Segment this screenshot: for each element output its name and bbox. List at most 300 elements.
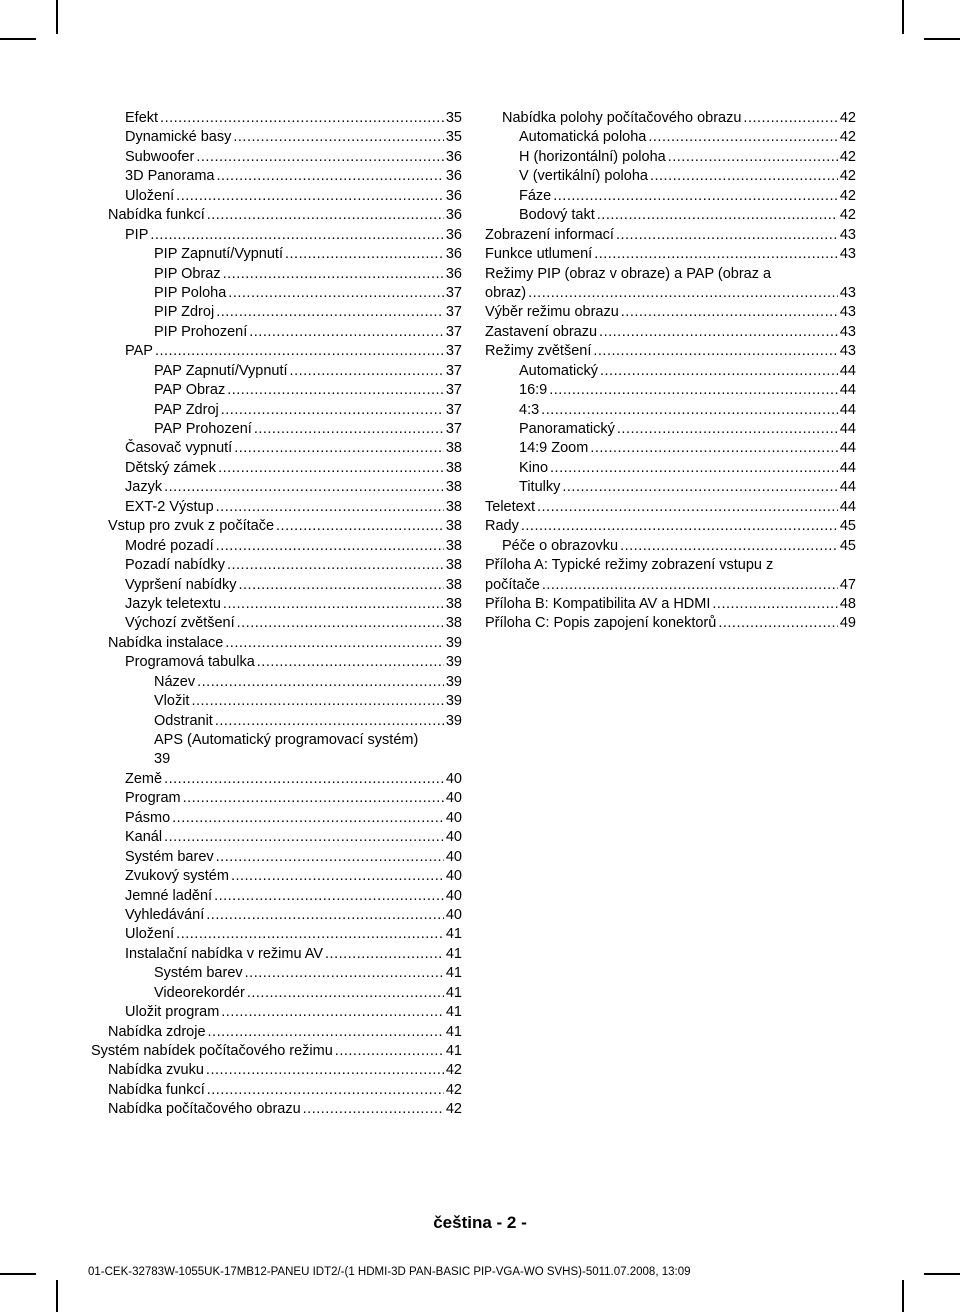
toc-leader-dots	[620, 537, 838, 556]
toc-entry	[91, 595, 462, 614]
toc-entry	[91, 167, 462, 186]
toc-entry	[91, 809, 462, 828]
toc-entry	[485, 614, 856, 633]
toc-leader-dots	[290, 362, 444, 381]
toc-entry-title: Systém barev	[154, 965, 243, 982]
toc-entry-line	[154, 284, 462, 303]
toc-entry-title: Modré pozadí	[125, 537, 214, 554]
toc-entry-page: 43	[839, 246, 856, 263]
toc-entry-title: Fáze	[519, 187, 552, 204]
toc-entry-page: 42	[839, 168, 856, 185]
toc-entry-page: 41	[445, 1004, 462, 1021]
toc-entry-line	[519, 381, 856, 400]
toc-entry-page: 44	[839, 459, 856, 476]
toc-entry-title: Videorekordér	[154, 984, 245, 1001]
toc-entry-line	[154, 964, 462, 983]
toc-entry-page: 38	[445, 518, 462, 535]
toc-entry-line	[154, 420, 462, 439]
toc-entry-line	[108, 1061, 462, 1080]
toc-entry-line	[125, 537, 462, 556]
toc-entry-line	[154, 381, 462, 400]
toc-entry-title: Programová tabulka	[125, 654, 255, 671]
toc-entry	[485, 167, 856, 186]
toc-entry-title: Výchozí zvětšení	[125, 615, 235, 632]
toc-entry-page: 41	[445, 1043, 462, 1060]
toc-entry	[91, 867, 462, 886]
toc-entry-line	[125, 556, 462, 575]
toc-entry	[485, 595, 856, 614]
print-file-info: 01-CEK-32783W-1055UK-17MB12-PANEU IDT2/-(1 HDMI-3D PAN-BASIC PIP-VGA-WO SVHS)-5011.07.2008, 13:09	[88, 1266, 691, 1278]
toc-entry-line	[519, 439, 856, 458]
toc-entry-page: 43	[839, 343, 856, 360]
toc-entry-title: Nabídka polohy počítačového obrazu	[502, 110, 742, 126]
toc-entry-line	[125, 945, 462, 964]
toc-entry-line	[485, 284, 856, 303]
toc-entry-line	[154, 323, 462, 342]
toc-leader-dots	[325, 945, 444, 964]
toc-entry-line	[485, 614, 856, 633]
toc-entry-page: 42	[839, 207, 856, 224]
toc-entry-title: Jazyk teletextu	[125, 595, 221, 612]
toc-entry-title: H (horizontální) poloha	[519, 148, 666, 165]
toc-leader-dots	[590, 439, 838, 458]
toc-entry-page: 39	[445, 693, 462, 710]
toc-leader-dots	[228, 284, 444, 303]
toc-entry	[91, 1042, 462, 1061]
toc-entry-page: 38	[445, 557, 462, 574]
toc-leader-dots	[712, 595, 837, 614]
toc-entry	[91, 478, 462, 497]
toc-entry	[91, 887, 462, 906]
toc-entry-page: 42	[839, 129, 856, 146]
toc-leader-dots	[594, 245, 838, 264]
page-number-label: čeština - 2 -	[433, 1213, 527, 1232]
toc-entry-title: 16:9	[519, 382, 548, 399]
toc-entry-line	[125, 342, 462, 361]
toc-entry-line	[125, 848, 462, 867]
toc-entry	[485, 478, 856, 497]
toc-entry	[485, 245, 856, 264]
toc-leader-dots	[718, 614, 838, 633]
toc-entry	[485, 187, 856, 206]
toc-leader-dots	[160, 109, 444, 128]
toc-entry-title: Efekt	[125, 110, 159, 126]
toc-leader-dots	[216, 848, 444, 867]
toc-leader-dots	[172, 809, 444, 828]
toc-entry-title: PIP	[125, 226, 149, 243]
toc-entry-page: 45	[839, 518, 856, 535]
toc-entry-page: 44	[839, 382, 856, 399]
toc-entry	[91, 381, 462, 400]
toc-entry-page: 49	[839, 615, 856, 632]
toc-entry-page: 36	[445, 187, 462, 204]
toc-entry-title: Zvukový systém	[125, 868, 229, 885]
toc-entry-page: 44	[839, 362, 856, 379]
toc-entry-page: 42	[839, 187, 856, 204]
toc-entry	[91, 187, 462, 206]
toc-entry-title: obraz)	[485, 284, 527, 301]
toc-entry-page: 44	[839, 440, 856, 457]
toc-entry-page: 40	[445, 848, 462, 865]
toc-entry-title: Nabídka zvuku	[108, 1062, 204, 1079]
toc-entry-title: Systém nabídek počítačového režimu	[91, 1043, 333, 1060]
toc-entry-page: 40	[445, 809, 462, 826]
toc-entry-page: 39	[445, 634, 462, 651]
toc-entry	[485, 362, 856, 381]
toc-entry-title: Nabídka počítačového obrazu	[108, 1101, 301, 1118]
toc-leader-dots	[150, 226, 443, 245]
toc-entry	[91, 576, 462, 595]
toc-entry-line	[125, 187, 462, 206]
toc-entry-page: 40	[445, 868, 462, 885]
crop-mark-bottom-left-horizontal	[0, 1273, 36, 1275]
toc-entry-line	[502, 109, 856, 128]
toc-entry	[91, 265, 462, 284]
toc-entry-line	[154, 692, 462, 711]
toc-entry-line	[125, 828, 462, 847]
toc-entry-title: Vložit	[154, 693, 190, 710]
toc-leader-dots	[206, 1061, 444, 1080]
toc-entry	[91, 420, 462, 439]
toc-entry-page: 40	[445, 906, 462, 923]
toc-entry	[485, 342, 856, 361]
toc-entry-line	[485, 323, 856, 342]
crop-mark-top-left-vertical	[56, 0, 58, 34]
toc-entry-title: Časovač vypnutí	[125, 440, 233, 457]
toc-entry-title: Systém barev	[125, 848, 214, 865]
toc-entry-title: Teletext	[485, 498, 535, 515]
toc-entry	[485, 498, 856, 517]
toc-entry-title: 4:3	[519, 401, 540, 418]
toc-entry	[91, 614, 462, 633]
toc-entry-page: 35	[445, 129, 462, 146]
toc-entry-page: 41	[445, 984, 462, 1001]
toc-entry-title: Zobrazení informací	[485, 226, 614, 243]
toc-entry-title: Nabídka funkcí	[108, 1081, 205, 1098]
toc-entry-title: Funkce utlumení	[485, 246, 593, 263]
toc-entry-line	[125, 167, 462, 186]
toc-entry-line	[108, 1100, 462, 1119]
toc-entry-title: Pásmo	[125, 809, 171, 826]
toc-entry-title: 3D Panorama	[125, 168, 215, 185]
toc-entry	[485, 128, 856, 147]
toc-entry-title: Kanál	[125, 829, 163, 846]
toc-entry	[91, 284, 462, 303]
toc-entry-page: 44	[839, 479, 856, 496]
toc-entry-line	[485, 517, 856, 536]
toc-entry-line	[485, 226, 856, 245]
toc-entry-line	[519, 206, 856, 225]
toc-entry-line	[154, 303, 462, 322]
toc-leader-dots	[247, 984, 444, 1003]
toc-entry	[91, 206, 462, 225]
toc-entry-page: 38	[445, 615, 462, 632]
toc-leader-dots	[223, 595, 444, 614]
toc-leader-dots	[668, 148, 838, 167]
toc-entry-page: 40	[445, 790, 462, 807]
crop-mark-top-left-horizontal	[0, 38, 36, 40]
toc-leader-dots	[216, 303, 444, 322]
toc-entry-line	[125, 867, 462, 886]
toc-entry	[485, 401, 856, 420]
toc-entry-title: PAP Obraz	[154, 382, 226, 399]
toc-entry-line	[154, 362, 462, 381]
toc-entry	[91, 906, 462, 925]
toc-entry-page: 42	[445, 1101, 462, 1118]
toc-leader-dots	[227, 381, 444, 400]
toc-entry-page: 40	[445, 829, 462, 846]
toc-entry-title: PAP Zapnutí/Vypnutí	[154, 362, 288, 379]
toc-entry-line	[125, 128, 462, 147]
toc-entry-line	[125, 109, 462, 128]
toc-entry-line	[485, 342, 856, 361]
toc-entry	[91, 537, 462, 556]
toc-leader-dots	[616, 226, 838, 245]
toc-entry-page: 37	[445, 362, 462, 379]
toc-entry-title: Subwoofer	[125, 148, 195, 165]
toc-entry-page: 39	[445, 654, 462, 671]
toc-entry	[485, 265, 856, 304]
toc-entry-title: Automatický	[519, 362, 598, 379]
toc-entry	[91, 401, 462, 420]
toc-entry-title: PIP Poloha	[154, 284, 227, 301]
toc-leader-dots	[176, 925, 444, 944]
toc-entry-page: 37	[445, 343, 462, 360]
toc-entry	[485, 206, 856, 225]
toc-entry-line	[154, 712, 462, 731]
toc-entry	[91, 925, 462, 944]
toc-entry	[91, 984, 462, 1003]
toc-entry-title: Dětský zámek	[125, 459, 217, 476]
toc-entry-line	[125, 770, 462, 789]
toc-entry	[91, 964, 462, 983]
toc-entry-title: Vyhledávání	[125, 906, 205, 923]
toc-entry-page: 44	[839, 401, 856, 418]
toc-leader-dots	[164, 828, 444, 847]
toc-entry-page: 38	[445, 576, 462, 593]
toc-leader-dots	[553, 187, 838, 206]
toc-entry	[91, 945, 462, 964]
toc-entry	[91, 323, 462, 342]
toc-entry-page: 36	[445, 246, 462, 263]
toc-entry-title: Režimy PIP (obraz v obraze) a PAP (obraz a	[485, 265, 772, 282]
toc-leader-dots	[237, 614, 444, 633]
toc-entry-line	[125, 226, 462, 245]
toc-leader-dots	[245, 964, 444, 983]
toc-entry-line	[485, 303, 856, 322]
toc-entry	[91, 459, 462, 478]
toc-entry-line	[519, 459, 856, 478]
toc-leader-dots	[231, 867, 444, 886]
toc-entry-page: 42	[445, 1081, 462, 1098]
toc-entry-title: Jemné ladění	[125, 887, 213, 904]
toc-leader-dots	[207, 1081, 444, 1100]
toc-entry-page: 38	[445, 440, 462, 457]
toc-entry	[485, 303, 856, 322]
toc-entry-title: PAP Prohození	[154, 421, 252, 437]
toc-leader-dots	[208, 1023, 444, 1042]
toc-entry-page: 36	[445, 168, 462, 185]
toc-entry	[91, 226, 462, 245]
toc-entry-page: 42	[839, 148, 856, 165]
toc-entry-page: 37	[445, 284, 462, 301]
toc-entry-line	[519, 362, 856, 381]
toc-entry-title: PIP Zapnutí/Vypnutí	[154, 246, 283, 263]
toc-entry-line	[125, 789, 462, 808]
toc-entry	[485, 420, 856, 439]
toc-entry-title: Zastavení obrazu	[485, 323, 598, 340]
toc-entry-title: PIP Prohození	[154, 323, 248, 340]
toc-entry-page: 41	[445, 926, 462, 943]
toc-entry-title: Příloha C: Popis zapojení konektorů	[485, 615, 717, 632]
toc-entry	[485, 459, 856, 478]
toc-entry-page: 41	[445, 945, 462, 962]
toc-entry	[91, 498, 462, 517]
toc-leader-dots	[223, 265, 444, 284]
toc-leader-dots	[537, 498, 838, 517]
toc-entry	[485, 439, 856, 458]
toc-entry-title: Příloha A: Typické režimy zobrazení vstupu z	[485, 557, 774, 574]
toc-entry-title: Panoramatický	[519, 421, 615, 438]
toc-leader-dots	[197, 673, 444, 692]
toc-entry-page: 37	[445, 421, 462, 437]
toc-entry-title: Instalační nabídka v režimu AV	[125, 945, 324, 962]
toc-entry	[91, 556, 462, 575]
toc-leader-dots	[303, 1100, 444, 1119]
toc-leader-dots	[221, 1003, 444, 1022]
toc-entry-line	[154, 673, 462, 692]
toc-entry-line	[125, 459, 462, 478]
toc-entry-line	[502, 537, 856, 556]
toc-leader-dots	[216, 167, 443, 186]
toc-leader-dots	[521, 517, 838, 536]
toc-entry	[91, 653, 462, 672]
toc-entry-page: 39	[445, 673, 462, 690]
toc-entry	[91, 362, 462, 381]
toc-entry-line	[519, 187, 856, 206]
toc-entry-title: počítače	[485, 576, 540, 593]
toc-entry-page: 41	[445, 1023, 462, 1040]
toc-entry-line	[125, 887, 462, 906]
toc-leader-dots	[216, 498, 444, 517]
toc-entry	[485, 537, 856, 556]
toc-entry-title: Uložení	[125, 926, 175, 943]
toc-entry-line	[108, 517, 462, 536]
toc-entry-page: 36	[445, 226, 462, 243]
toc-leader-dots	[549, 381, 838, 400]
toc-entry-line	[108, 1023, 462, 1042]
toc-leader-dots	[239, 576, 444, 595]
toc-entry-title: Vstup pro zvuk z počítače	[108, 518, 275, 535]
toc-entry	[91, 1061, 462, 1080]
toc-entry-title: V (vertikální) poloha	[519, 168, 648, 185]
toc-entry-title: Příloha B: Kompatibilita AV a HDMI	[485, 596, 711, 612]
toc-entry-page: 48	[839, 596, 856, 612]
toc-leader-dots	[225, 634, 444, 653]
toc-entry-title: Odstranit	[154, 712, 213, 729]
toc-entry	[91, 731, 462, 770]
toc-leader-dots	[249, 323, 444, 342]
toc-leader-dots	[599, 323, 838, 342]
crop-mark-top-right-horizontal	[924, 38, 960, 40]
toc-entry	[91, 692, 462, 711]
toc-entry-line	[485, 595, 856, 614]
toc-entry-page: 37	[445, 304, 462, 321]
toc-entry	[91, 712, 462, 731]
toc-leader-dots	[276, 517, 444, 536]
toc-entry-line	[519, 148, 856, 167]
toc-entry-title: Nabídka funkcí	[108, 207, 205, 224]
toc-entry-page: 42	[445, 1062, 462, 1079]
toc-leader-dots	[541, 401, 838, 420]
toc-leader-dots	[743, 109, 837, 128]
toc-entry	[91, 770, 462, 789]
toc-entry-line	[519, 167, 856, 186]
toc-leader-dots	[528, 284, 838, 303]
toc-entry-title: Režimy zvětšení	[485, 343, 592, 360]
toc-leader-dots	[650, 167, 838, 186]
toc-leader-dots	[218, 459, 444, 478]
toc-entry-page: 41	[445, 965, 462, 982]
toc-entry-line	[125, 478, 462, 497]
toc-leader-dots	[234, 439, 444, 458]
toc-leader-dots	[221, 401, 444, 420]
toc-entry-page: 35	[445, 110, 462, 126]
toc-leader-dots	[227, 556, 444, 575]
toc-entry-page: 40	[445, 770, 462, 787]
toc-entry-title: Uložit program	[125, 1004, 220, 1021]
toc-entry-title: PIP Zdroj	[154, 304, 215, 321]
toc-entry	[91, 1100, 462, 1119]
toc-leader-dots	[542, 576, 838, 595]
toc-leader-dots	[550, 459, 838, 478]
toc-entry-page: 38	[445, 498, 462, 515]
toc-entry-title: PAP Zdroj	[154, 401, 219, 418]
toc-leader-dots	[207, 206, 444, 225]
toc-entry-title: Nabídka instalace	[108, 634, 224, 651]
toc-entry-line	[125, 439, 462, 458]
toc-entry-line	[485, 498, 856, 517]
toc-entry-line	[125, 595, 462, 614]
toc-entry	[91, 828, 462, 847]
toc-entry-page: 40	[445, 887, 462, 904]
toc-entry-page: 45	[839, 537, 856, 554]
toc-right-column	[485, 109, 856, 634]
toc-leader-dots	[593, 342, 837, 361]
toc-leader-dots	[191, 692, 443, 711]
toc-leader-dots	[285, 245, 444, 264]
toc-entry-line	[125, 498, 462, 517]
crop-mark-bottom-right-vertical	[902, 1280, 904, 1312]
toc-entry-page: 37	[445, 382, 462, 399]
toc-entry-title: Titulky	[519, 479, 561, 496]
toc-entry	[91, 517, 462, 536]
toc-entry-title: EXT-2 Výstup	[125, 498, 214, 515]
toc-leader-dots	[562, 478, 838, 497]
toc-leader-dots	[216, 537, 444, 556]
toc-entry-line	[125, 809, 462, 828]
toc-entry	[91, 1003, 462, 1022]
toc-entry	[91, 789, 462, 808]
toc-leader-dots	[648, 128, 838, 147]
toc-entry-title: 14:9 Zoom	[519, 440, 589, 457]
toc-entry	[91, 342, 462, 361]
toc-entry-page: 44	[839, 498, 856, 515]
toc-entry-page: 36	[445, 148, 462, 165]
toc-entry-title: Vypršení nabídky	[125, 576, 237, 593]
toc-entry-title: Kino	[519, 459, 549, 476]
toc-entry-line	[125, 925, 462, 944]
